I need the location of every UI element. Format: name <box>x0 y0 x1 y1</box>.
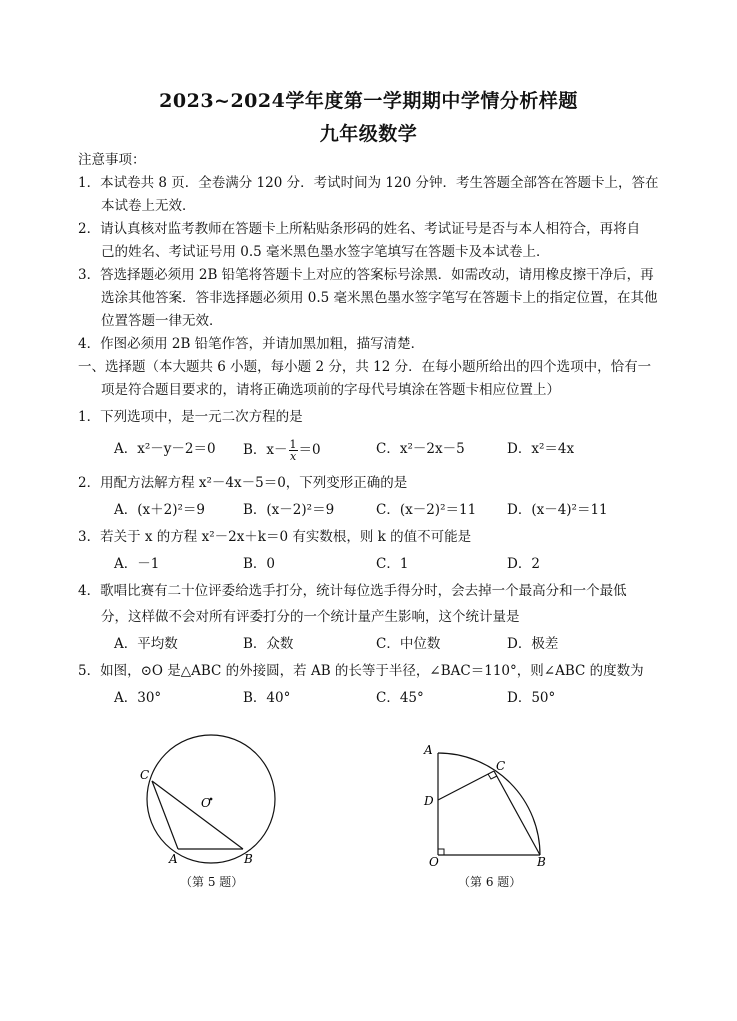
label-o: O <box>429 855 439 868</box>
q5-option-d: D．50° <box>507 690 556 706</box>
q1-option-a <box>114 439 216 459</box>
note-line-5: 3．答选择题必须用 2B 铅笔将答题卡上对应的答案标号涂黑．如需改动，请用橡皮擦干净后，再 <box>78 267 654 283</box>
q2-option-b: B．(x－2)²＝9 <box>243 502 335 518</box>
q3-option-a: A．－1 <box>114 556 160 572</box>
q3-option-b: B．0 <box>243 556 276 572</box>
figure-6-caption: （第 6 题） <box>458 875 522 889</box>
q1-b-num: 1 <box>289 438 297 451</box>
q4-option-c: C．中位数 <box>376 636 441 652</box>
note-line-4: 己的姓名、考试证号用 0.5 毫米黑色墨水签字笔填写在答题卡及本试卷上． <box>101 244 550 260</box>
label-d: D <box>424 794 434 808</box>
note-line-6: 选涂其他答案．答非选择题必须用 0.5 毫米黑色墨水签字笔写在答题卡上的指定位置，在其他 <box>101 290 658 306</box>
segment-dc <box>438 771 494 800</box>
q1-stem: 1．下列选项中，是一元二次方程的是 <box>78 409 303 425</box>
notes-heading: 注意事项： <box>78 152 146 168</box>
q4-option-a: A．平均数 <box>114 636 178 652</box>
q1-b-den: x <box>289 450 297 463</box>
section1-intro-2: 项是符合题目要求的，请将正确选项前的字母代号填涂在答题卡相应位置上） <box>101 382 560 398</box>
figure-5-caption: （第 5 题） <box>180 875 244 889</box>
q1-c-text: x²－2x－5 <box>399 441 465 457</box>
q3-stem: 3．若关于 x 的方程 x²－2x＋k＝0 有实数根，则 k 的值不可能是 <box>78 529 472 545</box>
segment-cb <box>152 781 243 849</box>
q5-stem: 5．如图，⊙O 是△ABC 的外接圆，若 AB 的长等于半径，∠BAC＝110°，则∠ABC 的度数为 <box>78 663 644 679</box>
note-line-7: 位置答题一律无效． <box>101 313 223 329</box>
q2-stem: 2．用配方法解方程 x²－4x－5＝0，下列变形正确的是 <box>78 475 408 491</box>
q1-c-label: C． <box>376 441 400 457</box>
q3-option-c: C．1 <box>376 556 409 572</box>
exam-title: 2023~2024学年度第一学期期中学情分析样题 <box>159 90 578 112</box>
q1-b-post: ＝0 <box>298 442 321 458</box>
label-c: C <box>496 759 506 773</box>
label-a: A <box>169 852 178 866</box>
q1-b-label: B． <box>243 442 267 458</box>
q1-d-text: x²＝4x <box>531 441 575 457</box>
q5-option-a: A．30° <box>114 690 162 706</box>
q1-option-d <box>507 439 574 459</box>
q4-option-d: D．极差 <box>507 636 559 652</box>
figure-6-quarter-circle-diagram <box>420 738 560 868</box>
note-line-1: 1．本试卷共 8 页．全卷满分 120 分．考试时间为 120 分钟．考生答题全部答在答题卡上，答在 <box>78 175 659 191</box>
q1-d-label: D． <box>507 441 532 457</box>
q5-option-c: C．45° <box>376 690 424 706</box>
q1-option-c <box>376 439 465 459</box>
label-b: B <box>244 852 253 866</box>
q1-a-label: A． <box>114 441 138 457</box>
q2-option-a: A．(x＋2)²＝9 <box>114 502 205 518</box>
exam-subtitle: 九年级数学 <box>319 123 418 145</box>
figure-5-circle-diagram <box>135 730 295 870</box>
q2-option-c: C．(x－2)²＝11 <box>376 502 477 518</box>
q5-option-b: B．40° <box>243 690 291 706</box>
segment-cb <box>494 771 540 855</box>
note-line-8: 4．作图必须用 2B 铅笔作答，并请加黑加粗，描写清楚． <box>78 336 425 352</box>
label-b: B <box>537 855 546 868</box>
q1-a-text: x²－y－2＝0 <box>137 441 216 457</box>
section1-intro-1: 一、选择题（本大题共 6 小题，每小题 2 分，共 12 分．在每小题所给出的四个选项中，恰有一 <box>78 359 652 375</box>
label-c: C <box>140 768 150 782</box>
label-o: O <box>201 796 211 810</box>
q1-b-pre: x－ <box>266 442 288 458</box>
right-angle-mark-o <box>438 849 444 855</box>
q1-b-fraction <box>289 439 298 462</box>
q2-option-d: D．(x－4)²＝11 <box>507 502 608 518</box>
q3-option-d: D．2 <box>507 556 540 572</box>
q4-stem-2: 分，这样做不会对所有评委打分的一个统计量产生影响，这个统计量是 <box>101 609 520 625</box>
q4-option-b: B．众数 <box>243 636 294 652</box>
arc-ab <box>438 753 540 855</box>
note-line-3: 2．请认真核对监考教师在答题卡上所粘贴条形码的姓名、考试证号是否与本人相符合，再将自 <box>78 221 641 237</box>
note-line-2: 本试卷上无效． <box>101 198 196 214</box>
q4-stem-1: 4．歌唱比赛有二十位评委给选手打分，统计每位选手得分时，会去掉一个最高分和一个最低 <box>78 583 627 599</box>
label-a: A <box>424 743 433 757</box>
q1-option-b <box>243 439 321 462</box>
